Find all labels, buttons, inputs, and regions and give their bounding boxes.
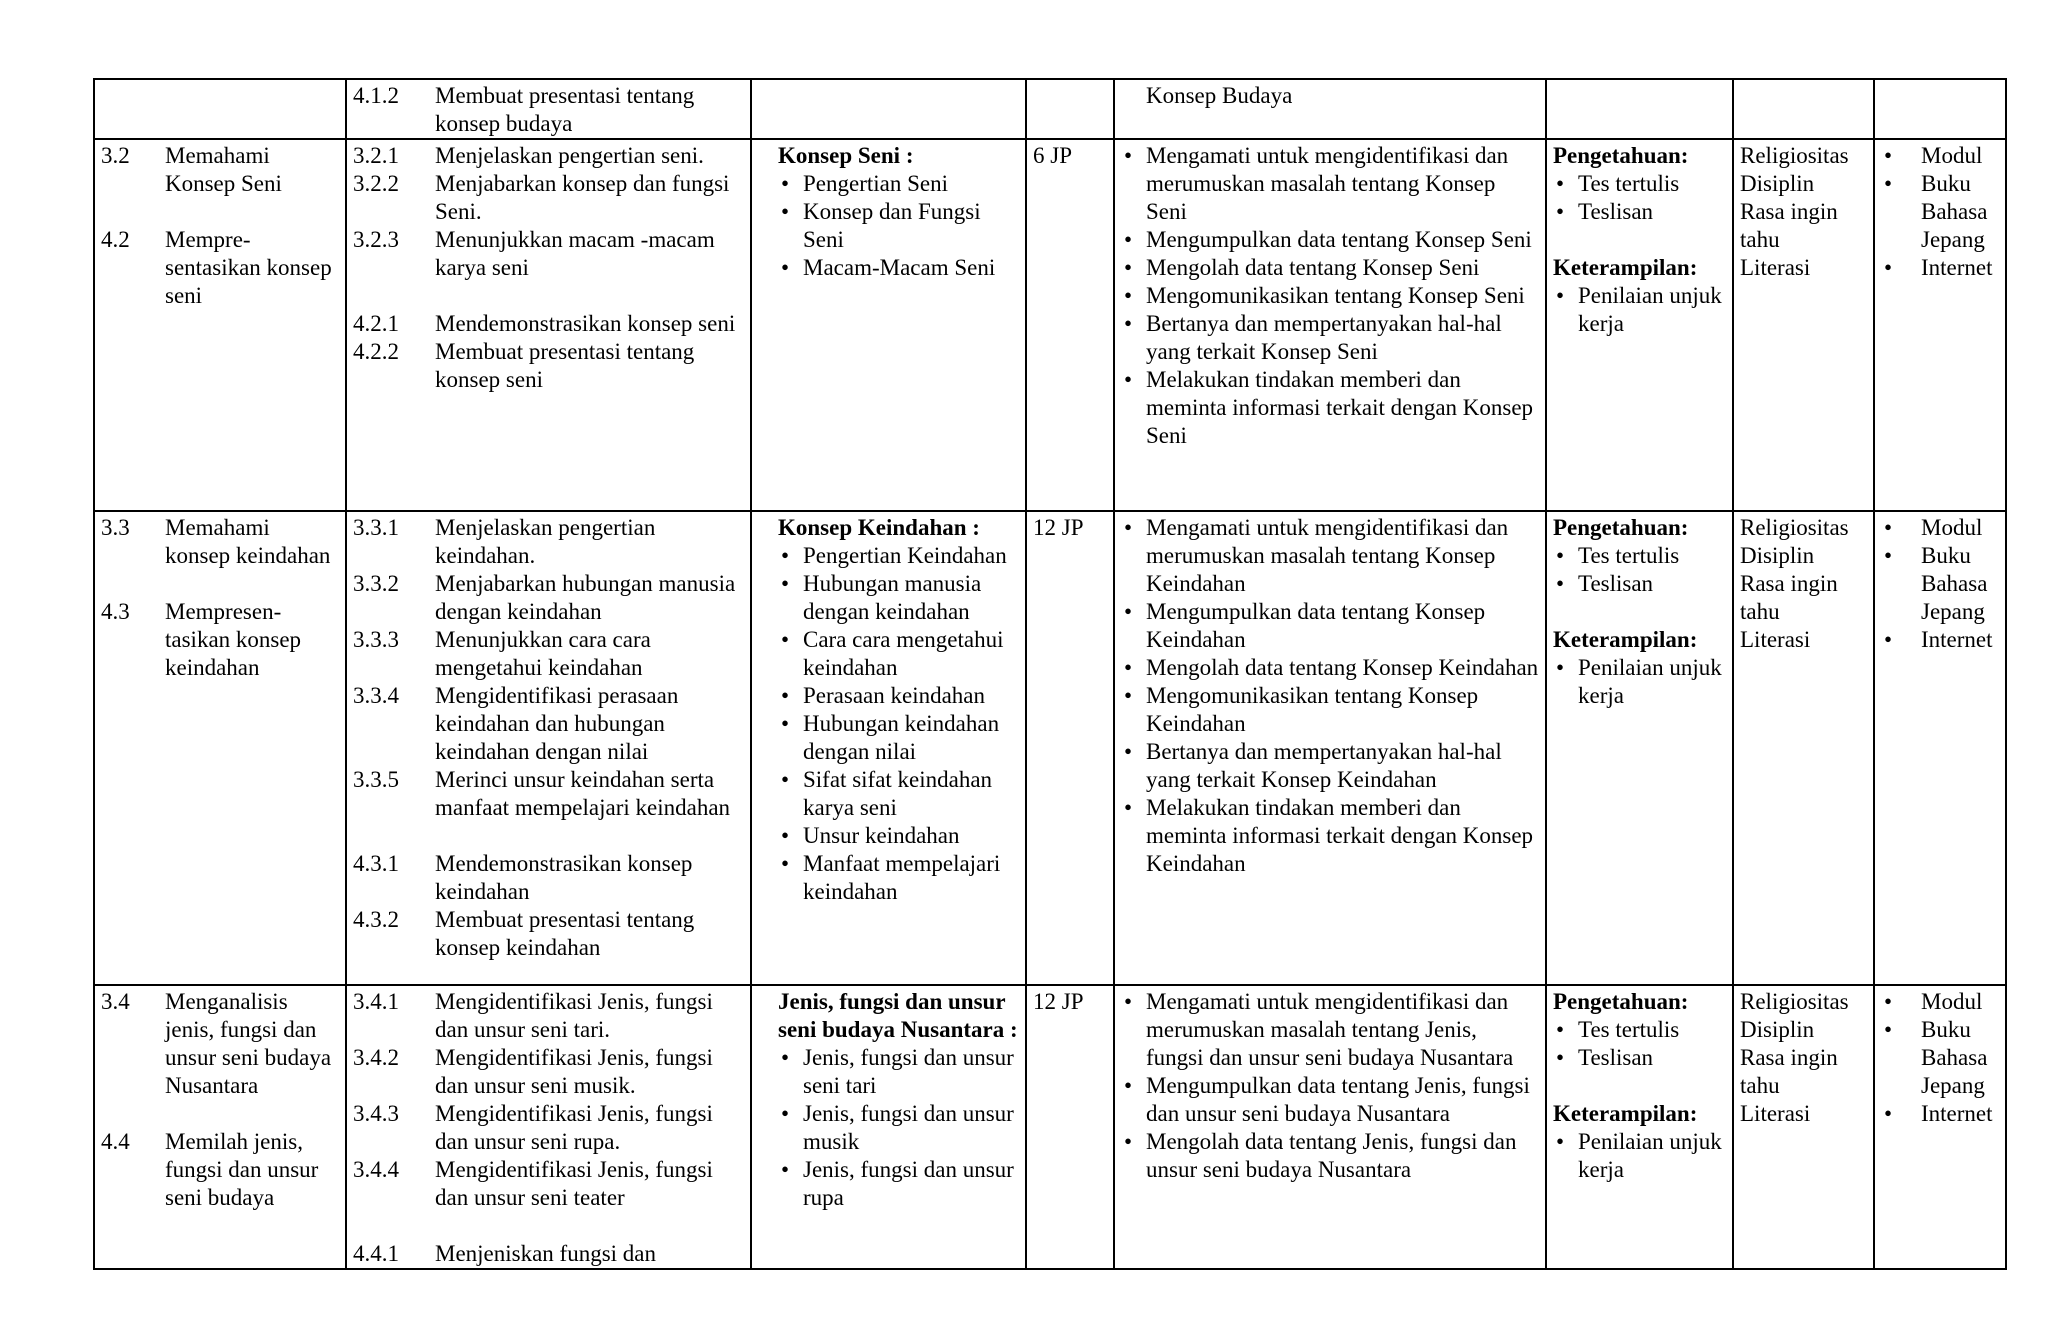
indicator-text: Mendemonstrasikan konsep keindahan	[435, 851, 693, 904]
activity-item: • Mengamati untuk mengidentifikasi dan merumuskan masalah tentang Konsep Keindahan	[1121, 514, 1539, 598]
character-value: Religiositas	[1740, 515, 1849, 540]
activity-item: • Mengumpulkan data tentang Konsep Seni	[1121, 226, 1539, 254]
indicator-item	[353, 1100, 744, 1156]
sources-cell	[1874, 139, 2006, 511]
indicator-text: Membuat presentasi tentang konsep seni	[435, 339, 695, 392]
competency-number: 4.2	[101, 227, 130, 252]
sources-cell	[1874, 511, 2006, 985]
material-item: • Jenis, fungsi dan unsur rupa	[778, 1156, 1019, 1212]
material-item: • Konsep dan Fungsi Seni	[778, 198, 1019, 254]
spacer	[1553, 1072, 1726, 1100]
activity-item: • Mengumpulkan data tentang Jenis, fungsi dan unsur seni budaya Nusantara	[1121, 1072, 1539, 1128]
material-item: • Cara cara mengetahui keindahan	[778, 626, 1019, 682]
knowledge-method: • Tes tertulis	[1553, 1016, 1726, 1044]
material-item: • Perasaan keindahan	[778, 682, 1019, 710]
character-value: Rasa ingin tahu	[1740, 571, 1838, 624]
indicator-number: 3.4.1	[353, 989, 399, 1014]
sources-cell	[1874, 79, 2006, 139]
indicator-text: Mengidentifikasi Jenis, fungsi dan unsur seni teater	[435, 1157, 713, 1210]
competency-text: Mempre-sentasikan konsep seni	[165, 227, 332, 308]
indicator-cell	[346, 985, 751, 1269]
time-allocation-cell	[1026, 139, 1114, 511]
table-row	[94, 985, 2006, 1269]
material-cell	[751, 79, 1026, 139]
competency-cell	[94, 79, 346, 139]
indicator-number: 3.3.2	[353, 571, 399, 596]
table-row	[94, 511, 2006, 985]
indicator-text: Menjabarkan hubungan manusia dengan keindahan	[435, 571, 736, 624]
source-item-list	[1881, 514, 1999, 654]
competency-number: 4.3	[101, 599, 130, 624]
competency-number: 3.3	[101, 515, 130, 540]
skill-method: • Penilaian unjuk kerja	[1553, 654, 1726, 710]
indicator-text: Menunjukkan macam -macam karya seni	[435, 227, 715, 280]
indicator-number: 3.2.2	[353, 171, 399, 196]
indicator-number: 4.4.1	[353, 1241, 399, 1266]
source-item: • Internet	[1881, 254, 1999, 282]
activity-item-list	[1121, 514, 1539, 878]
indicator-text: Merinci unsur keindahan serta manfaat mempelajari keindahan	[435, 767, 731, 820]
competency-number: 3.2	[101, 143, 130, 168]
indicator-item	[353, 226, 744, 282]
character-cell	[1733, 511, 1874, 985]
indicator-number: 4.1.2	[353, 83, 399, 108]
knowledge-method: • Teslisan	[1553, 1044, 1726, 1072]
material-item: • Pengertian Keindahan	[778, 542, 1019, 570]
indicator-number: 3.4.4	[353, 1157, 399, 1182]
character-cell	[1733, 985, 1874, 1269]
activity-item: • Mengomunikasikan tentang Konsep Seni	[1121, 282, 1539, 310]
indicator-text: Mengidentifikasi Jenis, fungsi dan unsur seni musik.	[435, 1045, 713, 1098]
time-allocation-cell	[1026, 79, 1114, 139]
indicator-number: 4.3.1	[353, 851, 399, 876]
competency-text: Mempresen-tasikan konsep keindahan	[165, 599, 302, 680]
indicator-number: 3.2.1	[353, 143, 399, 168]
skill-method: • Penilaian unjuk kerja	[1553, 1128, 1726, 1184]
competency-item	[101, 988, 339, 1100]
activity-item-list	[1121, 142, 1539, 450]
material-item: • Unsur keindahan	[778, 822, 1019, 850]
indicator-text: Mengidentifikasi perasaan keindahan dan hubungan keindahan dengan nilai	[435, 683, 679, 764]
indicator-cell	[346, 511, 751, 985]
material-item-list	[778, 170, 1019, 282]
table-row	[94, 139, 2006, 511]
spacer	[353, 822, 744, 850]
competency-item	[101, 1128, 339, 1212]
material-item-list	[778, 542, 1019, 906]
material-item: • Manfaat mempelajari keindahan	[778, 850, 1019, 906]
skill-title: Keterampilan:	[1553, 627, 1698, 652]
activity-item: • Mengamati untuk mengidentifikasi dan merumuskan masalah tentang Konsep Seni	[1121, 142, 1539, 226]
indicator-text: Menjeniskan fungsi dan	[435, 1241, 657, 1266]
activity-item: • Mengumpulkan data tentang Konsep Keindahan	[1121, 598, 1539, 654]
time-allocation-cell	[1026, 985, 1114, 1269]
activity-item: • Mengolah data tentang Jenis, fungsi dan unsur seni budaya Nusantara	[1121, 1128, 1539, 1184]
source-item: • Buku Bahasa Jepang	[1881, 170, 1999, 254]
knowledge-method: • Tes tertulis	[1553, 542, 1726, 570]
indicator-cell	[346, 139, 751, 511]
material-title: Jenis, fungsi dan unsur seni budaya Nusantara :	[778, 989, 1018, 1042]
indicator-item	[353, 170, 744, 226]
competency-number: 3.4	[101, 989, 130, 1014]
character-value: Religiositas	[1740, 143, 1849, 168]
knowledge-title: Pengetahuan:	[1553, 515, 1689, 540]
indicator-item	[353, 1044, 744, 1100]
character-value: Literasi	[1740, 627, 1811, 652]
character-value: Disiplin	[1740, 1017, 1815, 1042]
indicator-item	[353, 570, 744, 626]
activity-continued: Konsep Budaya	[1146, 83, 1293, 108]
activity-item: • Melakukan tindakan memberi dan meminta informasi terkait dengan Konsep Seni	[1121, 366, 1539, 450]
activity-item: • Mengamati untuk mengidentifikasi dan merumuskan masalah tentang Jenis, fungsi dan unsur seni budaya Nusantara	[1121, 988, 1539, 1072]
source-item-list	[1881, 988, 1999, 1128]
indicator-item	[353, 988, 744, 1044]
character-cell	[1733, 79, 1874, 139]
character-value: Disiplin	[1740, 543, 1815, 568]
character-value: Literasi	[1740, 255, 1811, 280]
material-item: • Sifat sifat keindahan karya seni	[778, 766, 1019, 822]
activity-item: • Bertanya dan mempertanyakan hal-hal yang terkait Konsep Seni	[1121, 310, 1539, 366]
material-item: • Jenis, fungsi dan unsur seni tari	[778, 1044, 1019, 1100]
character-value: Rasa ingin tahu	[1740, 199, 1838, 252]
competency-item	[101, 142, 339, 198]
material-item: • Hubungan manusia dengan keindahan	[778, 570, 1019, 626]
indicator-number: 3.4.3	[353, 1101, 399, 1126]
activities-cell	[1114, 139, 1546, 511]
source-item: • Modul	[1881, 514, 1999, 542]
material-cell	[751, 985, 1026, 1269]
indicator-item	[353, 766, 744, 822]
indicator-cell	[346, 79, 751, 139]
competency-cell	[94, 985, 346, 1269]
time-allocation: 12 JP	[1033, 515, 1084, 540]
indicator-item	[353, 850, 744, 906]
competency-text: Memahami konsep keindahan	[165, 515, 331, 568]
character-value: Literasi	[1740, 1101, 1811, 1126]
sources-cell	[1874, 985, 2006, 1269]
indicator-item	[353, 682, 744, 766]
source-item: • Modul	[1881, 142, 1999, 170]
indicator-number: 4.2.1	[353, 311, 399, 336]
indicator-item	[353, 310, 744, 338]
material-cell	[751, 139, 1026, 511]
time-allocation: 12 JP	[1033, 989, 1084, 1014]
knowledge-method: • Teslisan	[1553, 570, 1726, 598]
competency-text: Menganalisis jenis, fungsi dan unsur seni budaya Nusantara	[165, 989, 332, 1098]
activity-item: • Melakukan tindakan memberi dan meminta informasi terkait dengan Konsep Keindahan	[1121, 794, 1539, 878]
source-item-list	[1881, 142, 1999, 282]
knowledge-method: • Tes tertulis	[1553, 170, 1726, 198]
skill-method: • Penilaian unjuk kerja	[1553, 282, 1726, 338]
indicator-item	[353, 514, 744, 570]
indicator-item	[353, 906, 744, 962]
skill-method-list	[1553, 654, 1726, 710]
character-value: Rasa ingin tahu	[1740, 1045, 1838, 1098]
time-allocation-cell	[1026, 511, 1114, 985]
indicator-number: 3.2.3	[353, 227, 399, 252]
material-title: Konsep Keindahan :	[778, 515, 980, 540]
syllabus-table	[93, 78, 2007, 1270]
assessment-cell	[1546, 985, 1733, 1269]
indicator-number: 3.4.2	[353, 1045, 399, 1070]
indicator-number: 3.3.5	[353, 767, 399, 792]
knowledge-method-list	[1553, 170, 1726, 226]
competency-item	[101, 226, 339, 310]
assessment-cell	[1546, 511, 1733, 985]
character-cell	[1733, 139, 1874, 511]
knowledge-method-list	[1553, 1016, 1726, 1072]
competency-text: Memahami Konsep Seni	[165, 143, 282, 196]
competency-cell	[94, 139, 346, 511]
material-item: • Pengertian Seni	[778, 170, 1019, 198]
indicator-text: Membuat presentasi tentang konsep budaya	[435, 83, 695, 136]
competency-cell	[94, 511, 346, 985]
competency-text: Memilah jenis, fungsi dan unsur seni budaya	[165, 1129, 319, 1210]
indicator-text: Membuat presentasi tentang konsep keindahan	[435, 907, 695, 960]
spacer	[353, 282, 744, 310]
indicator-number: 4.2.2	[353, 339, 399, 364]
spacer	[353, 1212, 744, 1240]
table-row	[94, 79, 2006, 139]
indicator-number: 3.3.3	[353, 627, 399, 652]
skill-title: Keterampilan:	[1553, 255, 1698, 280]
indicator-text: Menunjukkan cara cara mengetahui keindahan	[435, 627, 651, 680]
source-item: • Internet	[1881, 626, 1999, 654]
activity-item: • Mengolah data tentang Konsep Keindahan	[1121, 654, 1539, 682]
material-title: Konsep Seni :	[778, 143, 914, 168]
skill-title: Keterampilan:	[1553, 1101, 1698, 1126]
material-item: • Macam-Macam Seni	[778, 254, 1019, 282]
material-item: • Hubungan keindahan dengan nilai	[778, 710, 1019, 766]
indicator-text: Menjelaskan pengertian keindahan.	[435, 515, 656, 568]
indicator-text: Menjabarkan konsep dan fungsi Seni.	[435, 171, 730, 224]
time-allocation: 6 JP	[1033, 143, 1072, 168]
source-item: • Buku Bahasa Jepang	[1881, 1016, 1999, 1100]
indicator-item	[353, 1156, 744, 1212]
spacer	[101, 570, 339, 598]
indicator-text: Mengidentifikasi Jenis, fungsi dan unsur seni tari.	[435, 989, 713, 1042]
knowledge-method: • Teslisan	[1553, 198, 1726, 226]
knowledge-title: Pengetahuan:	[1553, 989, 1689, 1014]
activities-cell	[1114, 79, 1546, 139]
spacer	[1553, 598, 1726, 626]
indicator-text: Menjelaskan pengertian seni.	[435, 143, 704, 168]
competency-number: 4.4	[101, 1129, 130, 1154]
indicator-number: 3.3.1	[353, 515, 399, 540]
source-item: • Buku Bahasa Jepang	[1881, 542, 1999, 626]
indicator-text: Mendemonstrasikan konsep seni	[435, 311, 736, 336]
indicator-item	[353, 338, 744, 394]
material-cell	[751, 511, 1026, 985]
source-item: • Internet	[1881, 1100, 1999, 1128]
activities-cell	[1114, 985, 1546, 1269]
skill-method-list	[1553, 1128, 1726, 1184]
character-value: Disiplin	[1740, 171, 1815, 196]
activity-item: • Mengomunikasikan tentang Konsep Keindahan	[1121, 682, 1539, 738]
indicator-item	[353, 82, 744, 138]
competency-item	[101, 598, 339, 682]
spacer	[101, 198, 339, 226]
indicator-item	[353, 626, 744, 682]
skill-method-list	[1553, 282, 1726, 338]
activity-item-list	[1121, 988, 1539, 1184]
indicator-text: Mengidentifikasi Jenis, fungsi dan unsur seni rupa.	[435, 1101, 713, 1154]
assessment-cell	[1546, 139, 1733, 511]
activity-item: • Bertanya dan mempertanyakan hal-hal yang terkait Konsep Keindahan	[1121, 738, 1539, 794]
spacer	[101, 1100, 339, 1128]
material-item-list	[778, 1044, 1019, 1212]
source-item: • Modul	[1881, 988, 1999, 1016]
indicator-item	[353, 1240, 744, 1268]
spacer	[1553, 226, 1726, 254]
indicator-item	[353, 142, 744, 170]
activities-cell	[1114, 511, 1546, 985]
activity-item: • Mengolah data tentang Konsep Seni	[1121, 254, 1539, 282]
knowledge-title: Pengetahuan:	[1553, 143, 1689, 168]
knowledge-method-list	[1553, 542, 1726, 598]
competency-item	[101, 514, 339, 570]
assessment-cell	[1546, 79, 1733, 139]
material-item: • Jenis, fungsi dan unsur musik	[778, 1100, 1019, 1156]
indicator-number: 4.3.2	[353, 907, 399, 932]
character-value: Religiositas	[1740, 989, 1849, 1014]
indicator-number: 3.3.4	[353, 683, 399, 708]
